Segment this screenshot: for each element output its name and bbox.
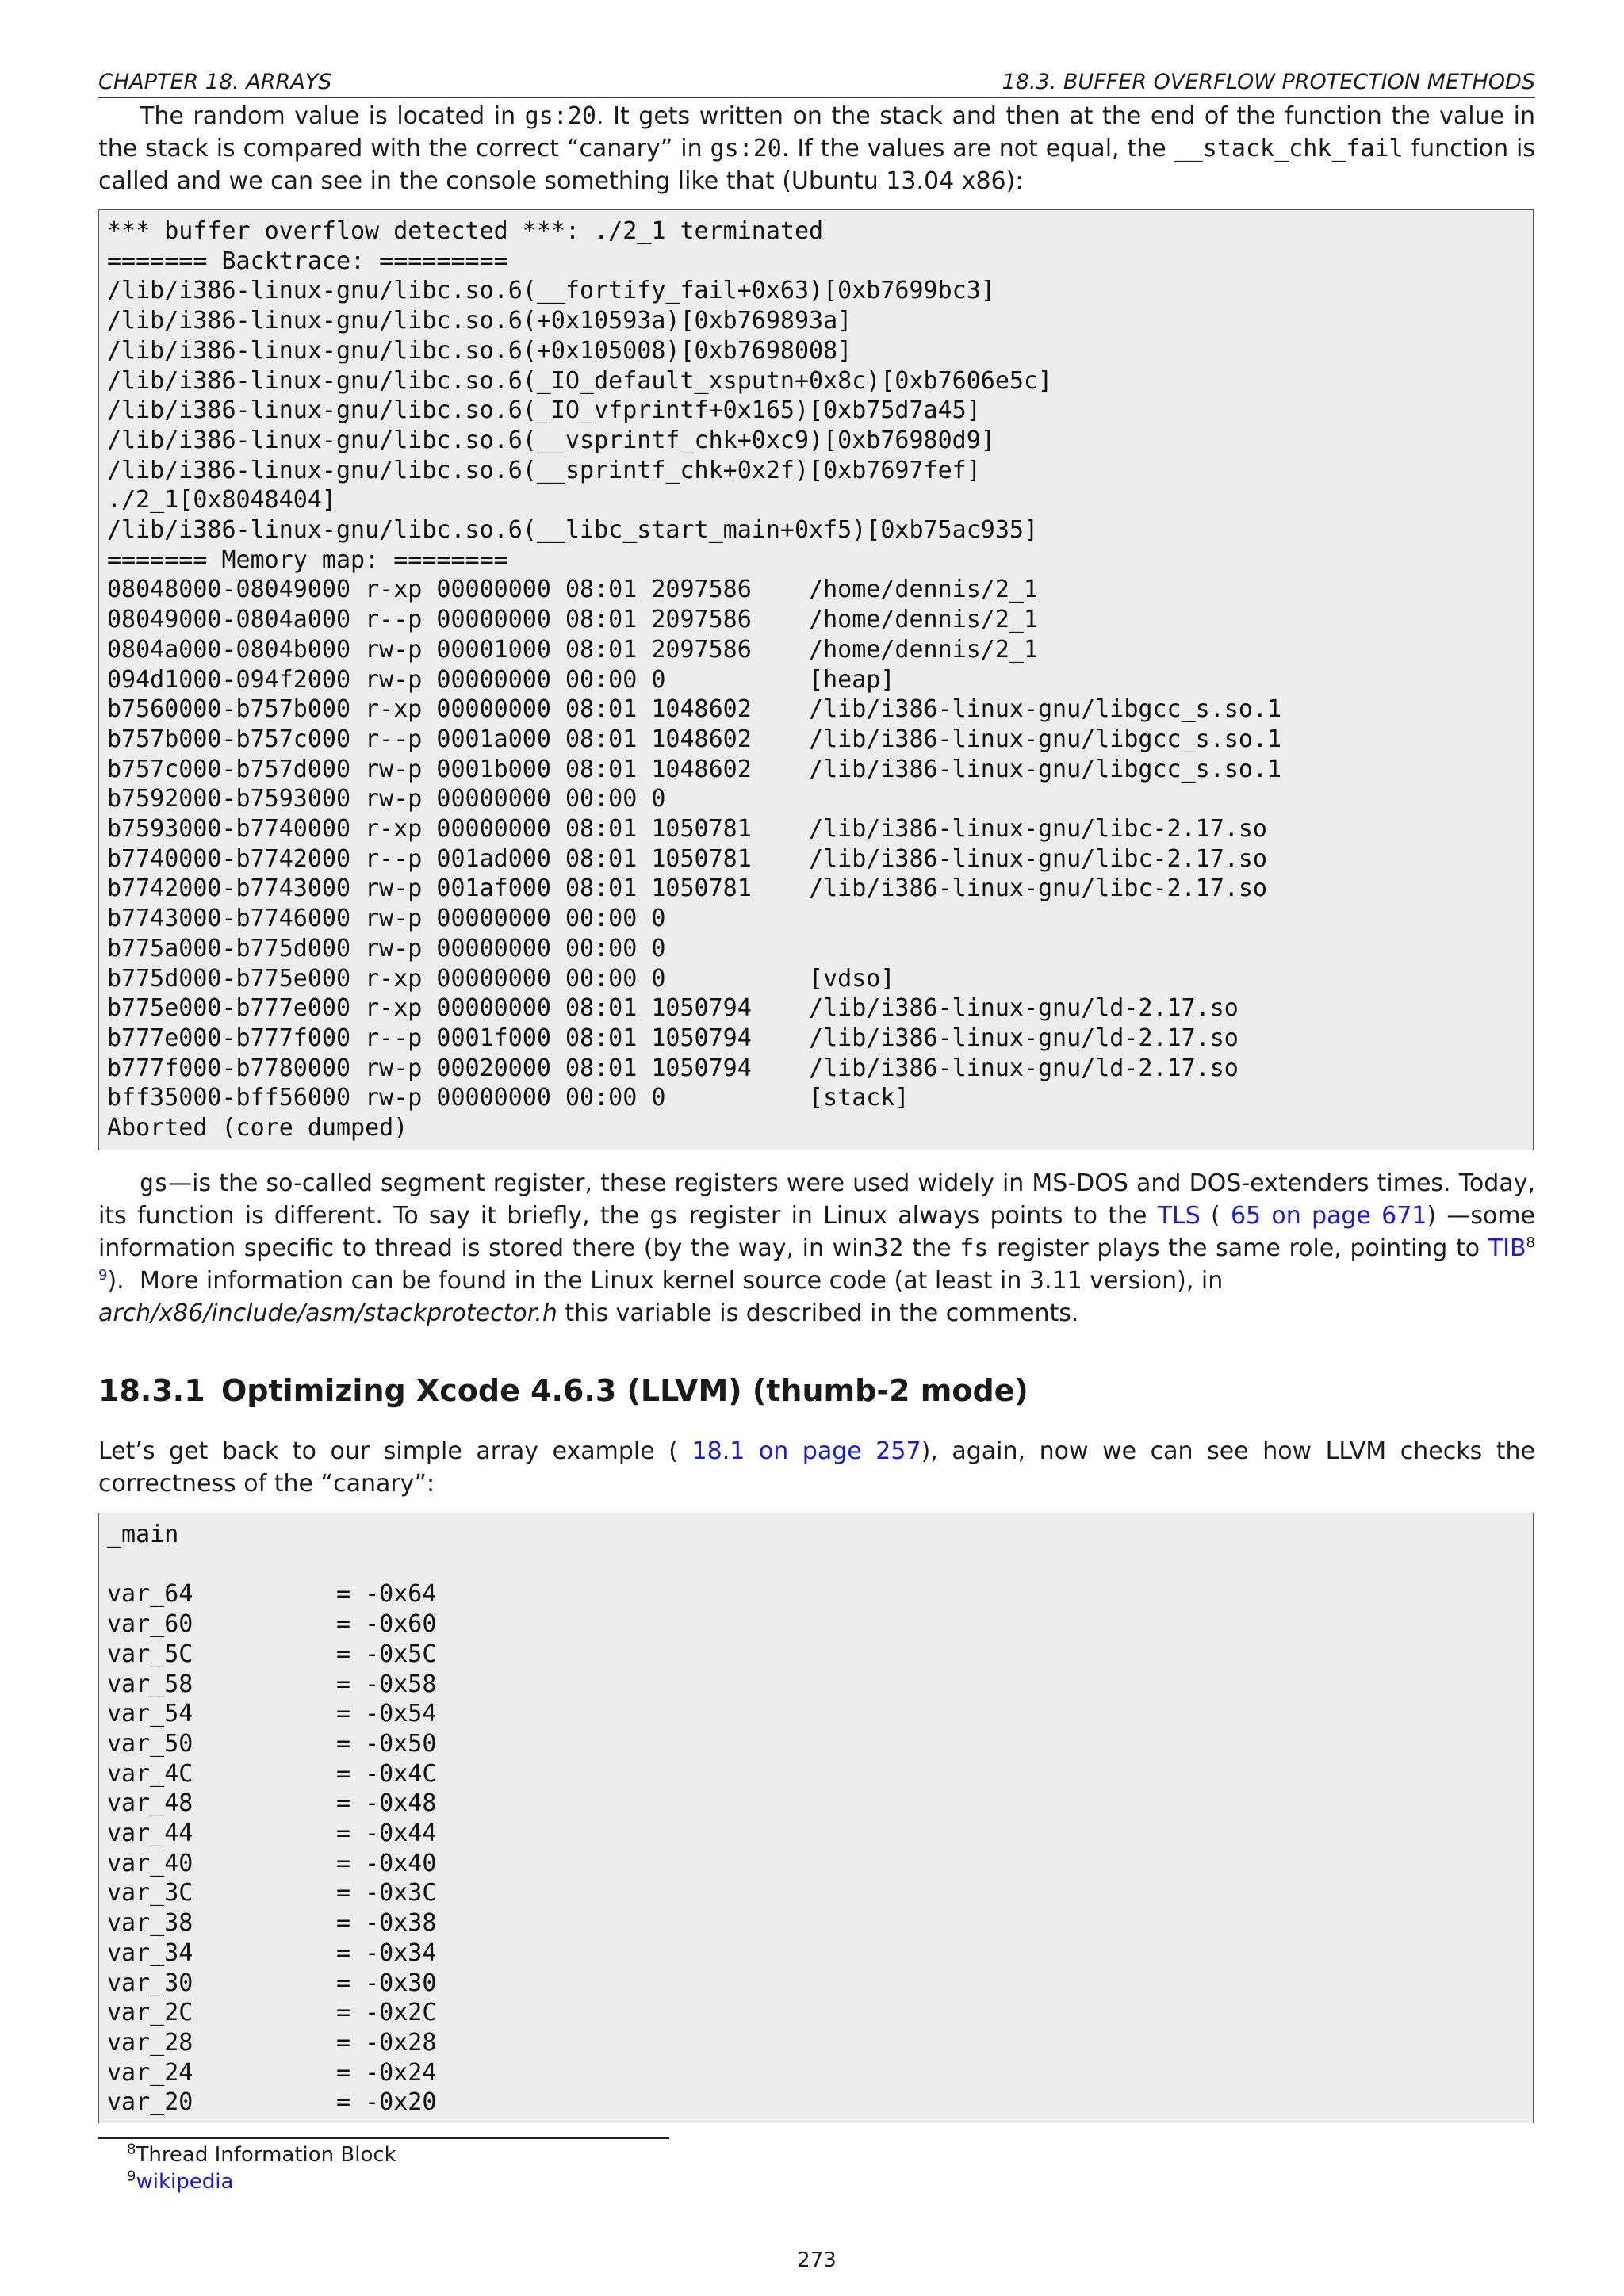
assembly-listing-block bbox=[98, 1513, 1534, 2123]
link-wikipedia[interactable]: wikipedia bbox=[136, 2170, 234, 2194]
console-output-text: *** buffer overflow detected ***: ./2_1 terminated ======= Backtrace: ========= /lib/i386-linux-gnu/libc.so.6(__fortify_fail+0x63)[0xb7699bc3] /lib/i386-linux-gnu/libc.so.6(+0x10593a)[0xb769893a] /lib/i386-linux-gnu/libc.so.6(+0x105008)[0xb7698008] /lib/i386-linux-gnu/libc.so.6(_IO_default_xsputn+0x8c)[0xb7606e5c] /lib/i386-linux-gnu/libc.so.6(_IO_vfprintf+0x165)[0xb75d7a45] /lib/i386-linux-gnu/libc.so.6(__vsprintf_chk+0xc9)[0xb76980d9] /lib/i386-linux-gnu/libc.so.6(__sprintf_chk+0x2f)[0xb7697fef] ./2_1[0x8048404] /lib/i386-linux-gnu/libc.so.6(__libc_start_main+0xf5)[0xb75ac935] ======= Memory map: ======== 08048000-08049000 r-xp 00000000 08:01 2097586 /home/dennis/2_1 08049000-0804a000 r--p 00000000 08:01 2097586 /home/dennis/2_1 0804a000-0804b000 rw-p 00001000 08:01 2097586 /home/dennis/2_1 094d1000-094f2000 rw-p 00000000 00:00 0 [heap] b7560000-b757b000 r-xp 00000000 08:01 1048602 /lib/i386-linux-gnu/libgcc_s.so.1 b757b000-b757c000 r--p 0001a000 08:01 1048602 /lib/i386-linux-gnu/libgcc_s.so.1 b757c000-b757d000 rw-p 0001b000 08:01 1048602 /lib/i386-linux-gnu/libgcc_s.so.1 b7592000-b7593000 rw-p 00000000 00:00 0 b7593000-b7740000 r-xp 00000000 08:01 1050781 /lib/i386-linux-gnu/libc-2.17.so b7740000-b7742000 r--p 001ad000 08:01 1050781 /lib/i386-linux-gnu/libc-2.17.so b7742000-b7743000 rw-p 001af000 08:01 1050781 /lib/i386-linux-gnu/libc-2.17.so b7743000-b7746000 rw-p 00000000 00:00 0 b775a000-b775d000 rw-p 00000000 00:00 0 b775d000-b775e000 r-xp 00000000 00:00 0 [vdso] b775e000-b777e000 r-xp 00000000 08:01 1050794 /lib/i386-linux-gnu/ld-2.17.so b777e000-b777f000 r--p 0001f000 08:01 1050794 /lib/i386-linux-gnu/ld-2.17.so b777f000-b7780000 rw-p 00020000 08:01 1050794 /lib/i386-linux-gnu/ld-2.17.so bff35000-bff56000 rw-p 00000000 00:00 0 [stack] Aborted (core dumped) bbox=[107, 217, 1282, 1142]
section-heading bbox=[98, 1373, 1028, 1408]
inline-code: gs:20 bbox=[524, 102, 596, 130]
link-tib[interactable]: TIB bbox=[1488, 1234, 1526, 1262]
section-title: Optimizing Xcode 4.6.3 (LLVM) (thumb-2 mode) bbox=[221, 1373, 1028, 1408]
section-number: 18.3.1 bbox=[98, 1373, 205, 1408]
source-path: arch/x86/include/asm/stackprotector.h bbox=[98, 1299, 557, 1327]
paragraph-canary-check: The random value is located in gs:20. It gets written on the stack and then at the end of the function the value in the stack is compared with the correct “canary” in gs:20. If the values are not equal, the __stack_chk_fail function is called and we can see in the console something like that (Ubuntu 13.04 x86): bbox=[98, 102, 1536, 195]
running-header bbox=[98, 70, 1535, 98]
inline-code: fs bbox=[959, 1234, 989, 1262]
footnote-ref-8: 8 bbox=[1526, 1234, 1535, 1251]
paragraph-kernel-source: More information can be found in the Linux kernel source code (at least in 3.11 version), in arch/x86/include/asm/stackprotector.h this variable is described in the comments. bbox=[98, 1267, 1224, 1327]
assembly-listing-text: _main var_64 = -0x64 var_60 = -0x60 var_5C = -0x5C var_58 = -0x58 var_54 = -0x54 var_50 = -0x50 var_4C = -0x4C var_48 = -0x48 var_44 = -0x44 var_40 = -0x40 var_3C = -0x3C var_38 = -0x38 var_34 = -0x34 var_30 = -0x30 var_2C = -0x2C var_28 = -0x28 var_24 = -0x24 var_20 = -0x20 bbox=[107, 1521, 437, 2117]
header-section: 18.3. BUFFER OVERFLOW PROTECTION METHODS bbox=[1002, 70, 1535, 94]
footnote-ref-9[interactable]: 9 bbox=[98, 1267, 108, 1284]
inline-code: __stack_chk_fail bbox=[1174, 135, 1404, 163]
paragraph-llvm-intro: Let’s get back to our simple array example ( 18.1 on page 257), again, now we can see how LLVM checks the correctness of the “canary”: bbox=[98, 1437, 1536, 1498]
footnote-8: $^8$Thread Information Block bbox=[127, 2141, 396, 2167]
link-page-257[interactable]: 18.1 on page 257 bbox=[691, 1437, 921, 1465]
link-page-671[interactable]: 65 on page 671 bbox=[1230, 1202, 1427, 1230]
paragraph-segment-register: gs—is the so-called segment register, these registers were used widely in MS-DOS and DOS-extenders times. Today, its function is different. To say it briefly, the gs register in Linux always points to the TLS ( 65 on page 671) —some information specific to thread is stored there (by the way, in win32 the fs register plays the same role, pointing to TIB$^8$ $^9$). bbox=[98, 1169, 1535, 1295]
inline-code: gs bbox=[649, 1202, 679, 1230]
footnote-9: $^9$wikipedia bbox=[127, 2168, 234, 2194]
console-output-block bbox=[98, 209, 1534, 1150]
link-tls[interactable]: TLS bbox=[1157, 1202, 1201, 1230]
footnote-rule bbox=[98, 2137, 669, 2139]
header-chapter: CHAPTER 18. ARRAYS bbox=[98, 70, 332, 94]
inline-code: gs bbox=[140, 1169, 169, 1197]
inline-code: gs:20 bbox=[710, 135, 782, 163]
page-number: 273 bbox=[797, 2248, 837, 2272]
